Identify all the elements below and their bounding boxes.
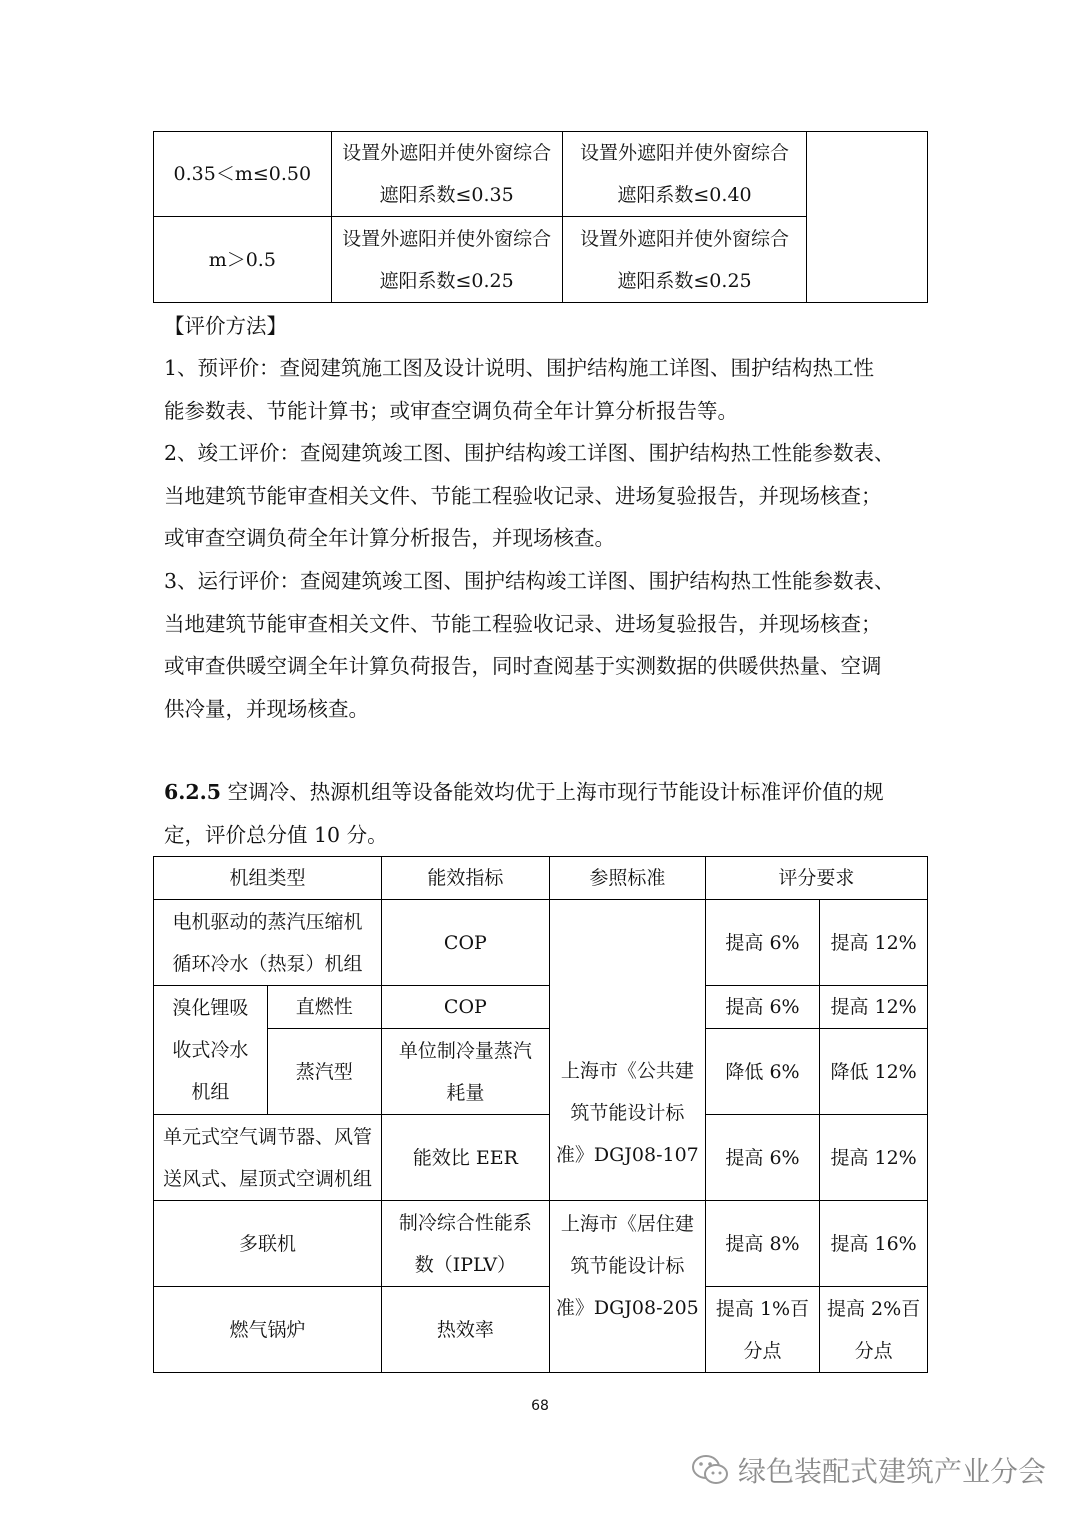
clause-6-2-5: 6.2.5 空调冷、热源机组等设备能效均优于上海市现行节能设计标准评价值的规 定，评价总分值 10 分。 — [164, 780, 884, 847]
standard-cell-public: 上海市《公共建 筑节能设计标 准》DGJ08-107 — [549, 900, 705, 1201]
requirement-cell: 设置外遮阳并使外窗综合 遮阳系数≤0.35 — [331, 132, 562, 217]
req-cell-a: 提高 6% — [705, 900, 819, 986]
table-row — [154, 900, 928, 986]
eval-heading: 【评价方法】 — [164, 314, 287, 338]
table-header-row — [154, 857, 928, 900]
index-cell: 能效比 EER — [381, 1115, 549, 1201]
shading-table — [153, 131, 928, 303]
req-cell-b: 提高 12% — [820, 900, 928, 986]
req-cell-b: 提高 2%百 分点 — [820, 1287, 928, 1373]
index-cell: COP — [381, 986, 549, 1029]
table-row — [154, 1029, 928, 1115]
watermark — [690, 1450, 1046, 1490]
requirement-cell: 设置外遮阳并使外窗综合 遮阳系数≤0.25 — [331, 217, 562, 303]
subtype-cell: 蒸汽型 — [267, 1029, 381, 1115]
eval-item-1: 1、预评价：查阅建筑施工图及设计说明、围护结构施工详图、围护结构热工性 能参数表、节能计算书；或审查空调负荷全年计算分析报告等。 — [164, 356, 875, 423]
type-cell: 多联机 — [154, 1201, 382, 1287]
req-cell-a: 提高 8% — [705, 1201, 819, 1287]
table-row — [154, 132, 928, 217]
req-cell-a: 提高 6% — [705, 1115, 819, 1201]
range-cell: m＞0.5 — [154, 217, 332, 303]
table-row — [154, 1201, 928, 1287]
table-row — [154, 1115, 928, 1201]
header-index: 能效指标 — [381, 857, 549, 900]
header-req: 评分要求 — [705, 857, 927, 900]
page-number: 68 — [531, 1398, 549, 1414]
index-cell: COP — [381, 900, 549, 986]
type-cell: 单元式空气调节器、风管 送风式、屋顶式空调机组 — [154, 1115, 382, 1201]
requirement-cell: 设置外遮阳并使外窗综合 遮阳系数≤0.25 — [562, 217, 807, 303]
req-cell-b: 提高 12% — [820, 986, 928, 1029]
req-cell-b: 提高 12% — [820, 1115, 928, 1201]
index-cell: 制冷综合性能系 数（IPLV） — [381, 1201, 549, 1287]
range-cell: 0.35＜m≤0.50 — [154, 132, 332, 217]
clause-number: 6.2.5 — [164, 780, 222, 804]
table-row — [154, 986, 928, 1029]
eval-item-3: 3、运行评价：查阅建筑竣工图、围护结构竣工详图、围护结构热工性能参数表、 当地建筑节能审查相关文件、节能工程验收记录、进场复验报告，并现场核查； 或审查供暖空调全年计算负荷报告，同时查阅基于实测数据的供暖供热量、空调 供冷量，并现场核查。 — [164, 569, 895, 721]
type-cell: 燃气锅炉 — [154, 1287, 382, 1373]
header-std: 参照标准 — [549, 857, 705, 900]
index-cell: 热效率 — [381, 1287, 549, 1373]
req-cell-b: 降低 12% — [820, 1029, 928, 1115]
req-cell-a: 提高 1%百 分点 — [705, 1287, 819, 1373]
subtype-cell: 直燃性 — [267, 986, 381, 1029]
requirement-cell: 设置外遮阳并使外窗综合 遮阳系数≤0.40 — [562, 132, 807, 217]
type-group-cell: 溴化锂吸 收式冷水 机组 — [154, 986, 268, 1115]
header-type: 机组类型 — [154, 857, 382, 900]
equipment-efficiency-table — [153, 856, 928, 1373]
watermark-text: 绿色装配式建筑产业分会 — [737, 1455, 1046, 1488]
standard-cell-residential: 上海市《居住建 筑节能设计标 准》DGJ08-205 — [549, 1201, 705, 1373]
empty-cell — [807, 132, 928, 303]
req-cell-a: 提高 6% — [705, 986, 819, 1029]
req-cell-a: 降低 6% — [705, 1029, 819, 1115]
type-cell: 电机驱动的蒸汽压缩机 循环冷水（热泵）机组 — [154, 900, 382, 986]
index-cell: 单位制冷量蒸汽 耗量 — [381, 1029, 549, 1115]
table-row — [154, 1287, 928, 1373]
wechat-icon — [690, 1452, 730, 1488]
req-cell-b: 提高 16% — [820, 1201, 928, 1287]
eval-item-2: 2、竣工评价：查阅建筑竣工图、围护结构竣工详图、围护结构热工性能参数表、 当地建筑节能审查相关文件、节能工程验收记录、进场复验报告，并现场核查； 或审查空调负荷全年计算分析报告，并现场核查。 — [164, 441, 895, 550]
